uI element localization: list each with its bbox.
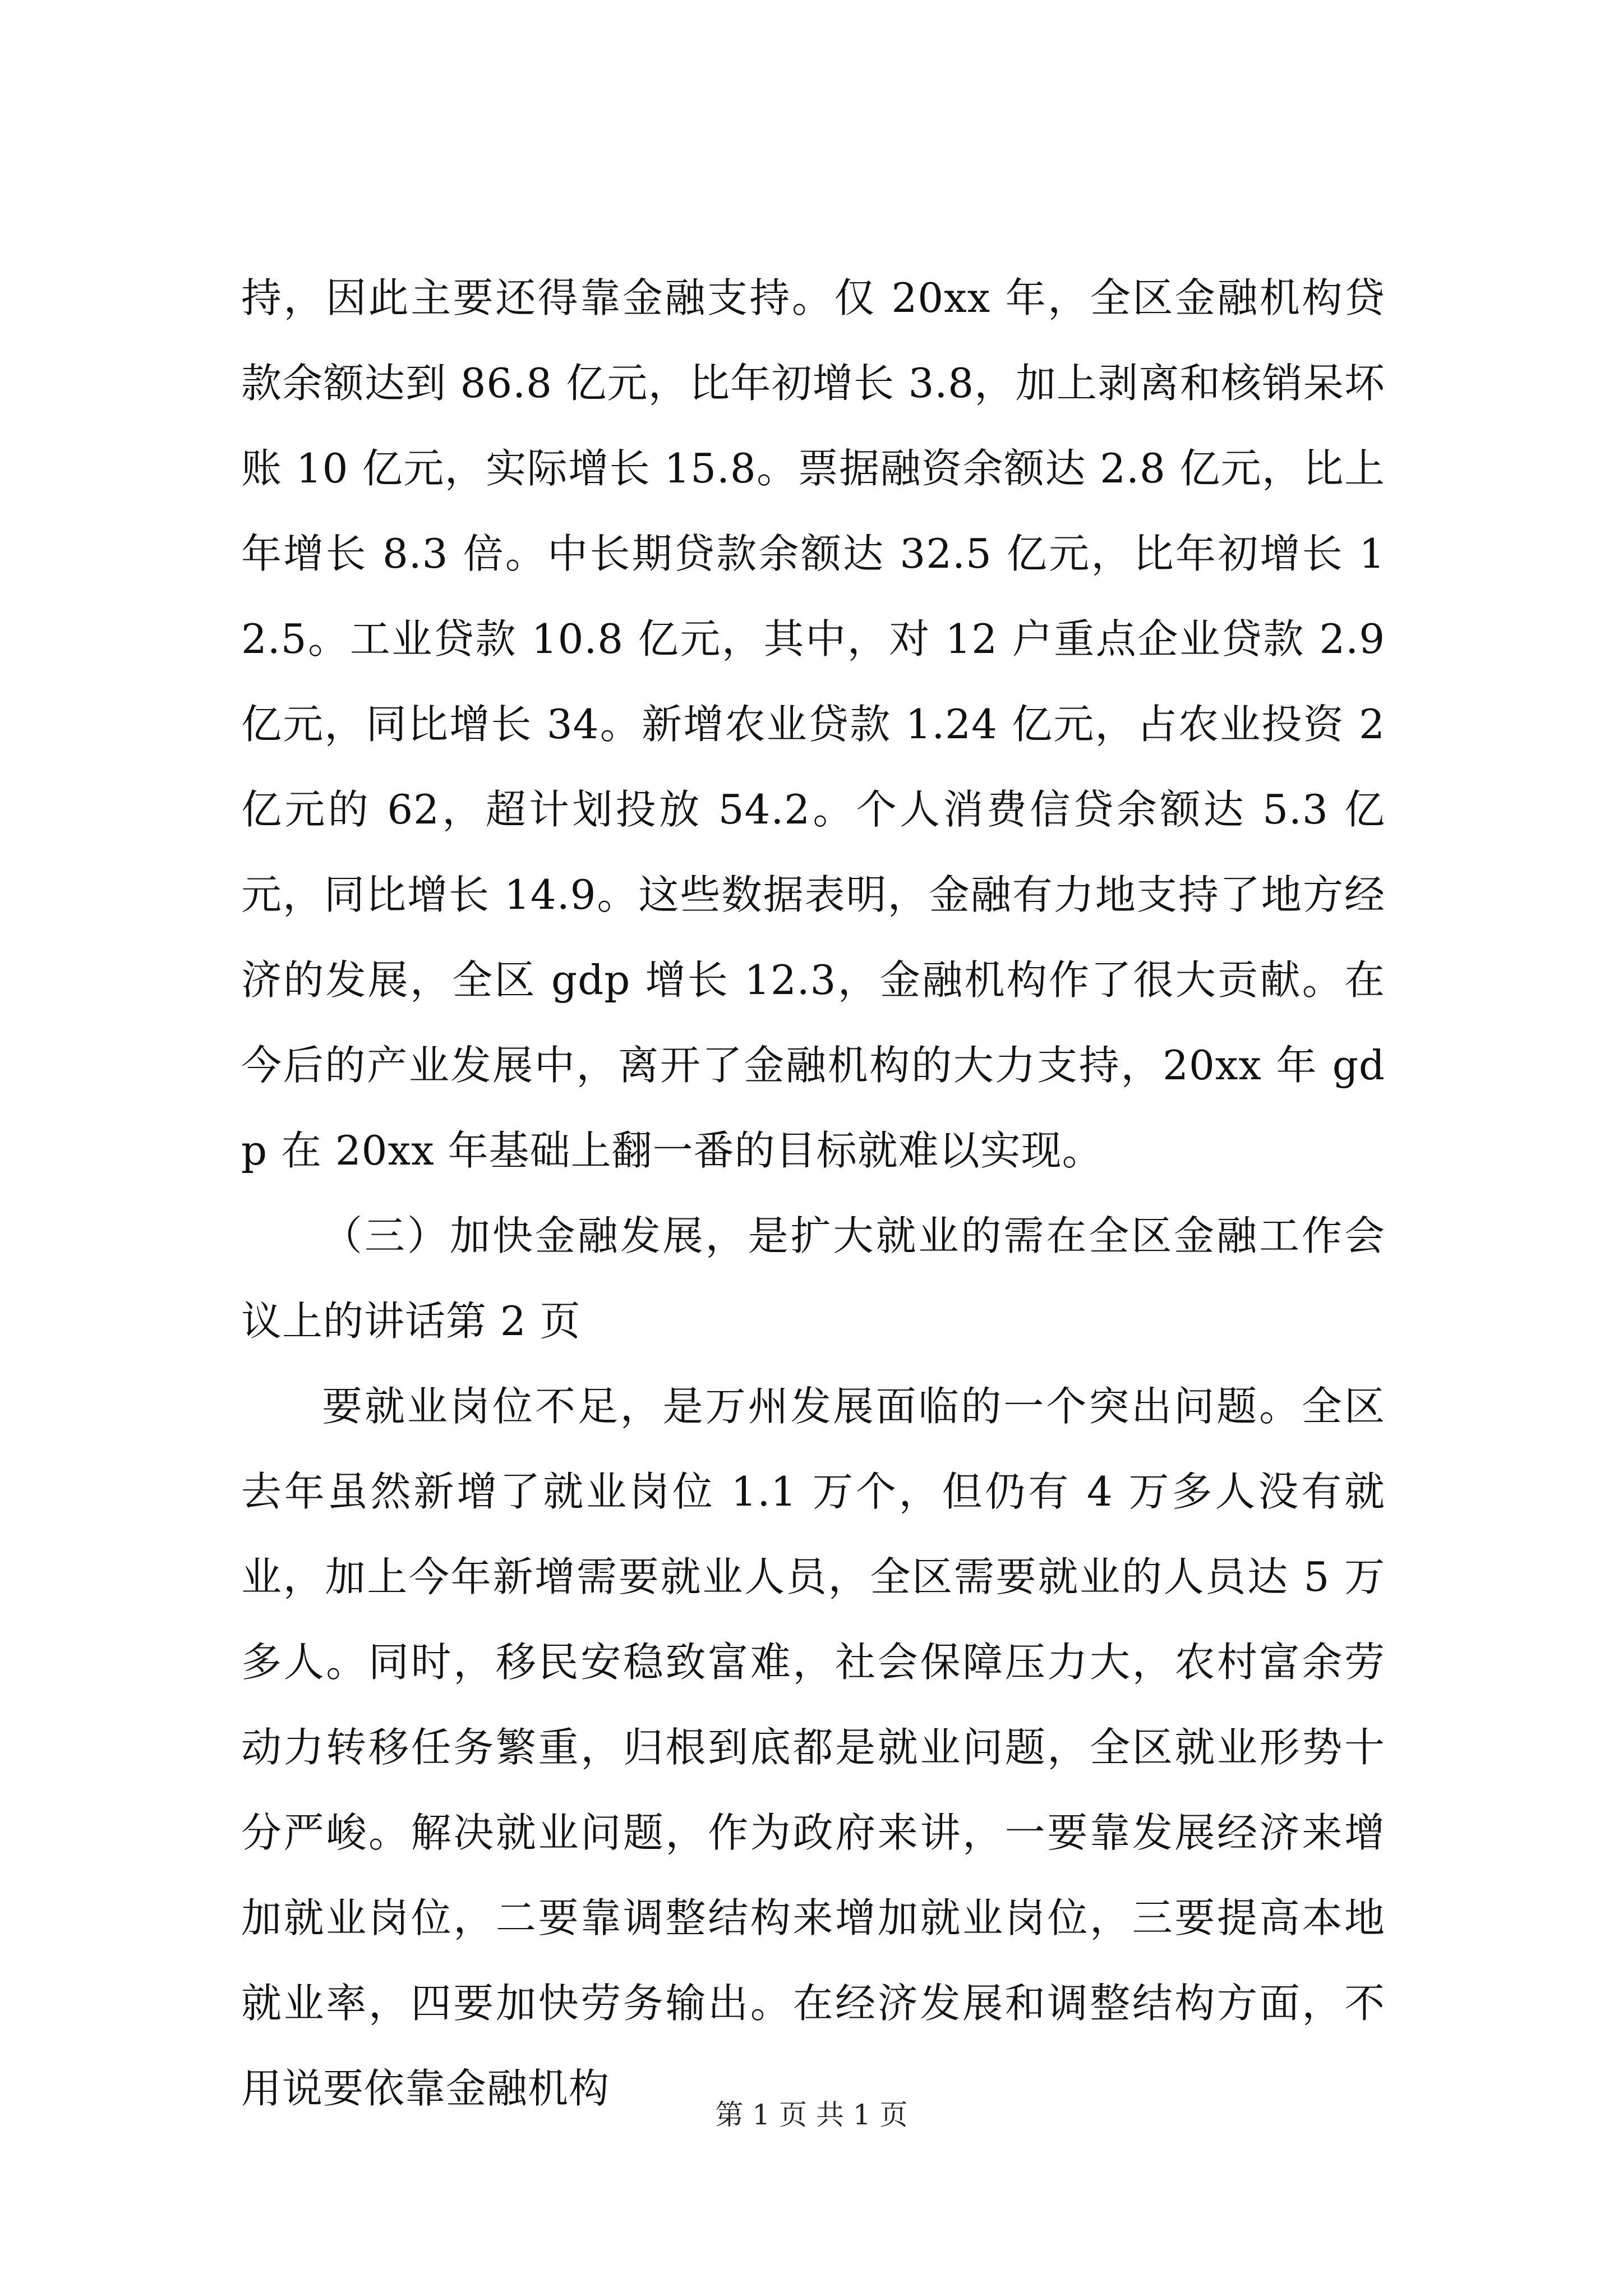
paragraph-employment: 要就业岗位不足，是万州发展面临的一个突出问题。全区去年虽然新增了就业岗位 1.1 万个，但仍有 4 万多人没有就业，加上今年新增需要就业人员，全区需要就业的人员达 5 万多人。同时，移民安稳致富难，社会保障压力大，农村富余劳动力转移任务繁重，归根到底都是就业问题，全区就业形势十分严峻。解决就业问题，作为政府来讲，一要靠发展经济来增加就业岗位，二要靠调整结构来增加就业岗位，三要提高本地就业率，四要加快劳务输出。在经济发展和调整结构方面，不用说要依靠金融机构 xyxy=(241,1383,1385,2112)
document-body xyxy=(241,255,1385,2131)
paragraph-financial-data: 持，因此主要还得靠金融支持。仅 20xx 年，全区金融机构贷款余额达到 86.8 亿元，比年初增长 3.8，加上剥离和核销呆坏账 10 亿元，实际增长 15.8。票据融资余额达 2.8 亿元，比上年增长 8.3 倍。中长期贷款余额达 32.5 亿元，比年初增长 12.5。工业贷款 10.8 亿元，其中，对 12 户重点企业贷款 2.9 亿元，同比增长 34。新增农业贷款 1.24 亿元，占农业投资 2 亿元的 62，超计划投放 54.2。个人消费信贷余额达 5.3 亿元，同比增长 14.9。这些数据表明，金融有力地支持了地方经济的发展，全区 gdp 增长 12.3，金融机构作了很大贡献。在今后的产业发展中，离开了金融机构的大力支持，20xx 年 gdp 在 20xx 年基础上翻一番的目标就难以实现。 xyxy=(241,274,1385,1174)
page-footer: 第 1 页 共 1 页 xyxy=(715,2099,908,2131)
section-heading-employment: （三）加快金融发展，是扩大就业的需在全区金融工作会议上的讲话第 2 页 xyxy=(241,1212,1385,1345)
